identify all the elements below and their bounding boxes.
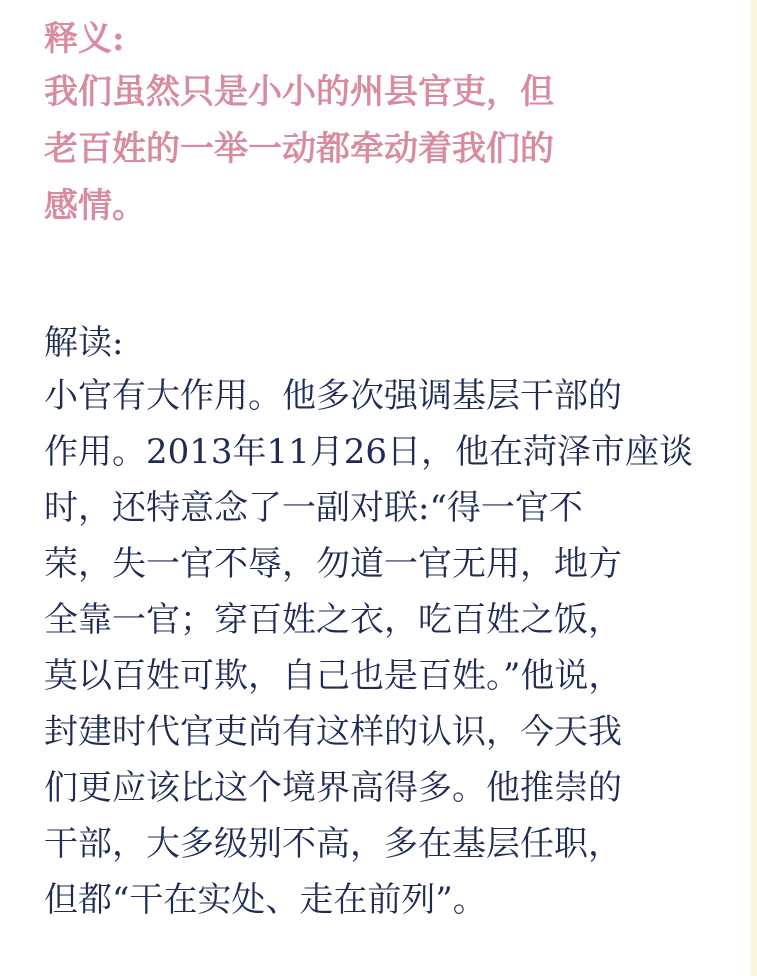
analysis-heading: 解读: bbox=[44, 323, 124, 363]
interpretation-section bbox=[44, 14, 734, 235]
analysis-line: 作用。2013年11月26日，他在菏泽市座谈 bbox=[44, 432, 694, 472]
interpretation-heading: 释义: bbox=[44, 19, 125, 59]
analysis-line: 时，还特意念了一副对联:“得一官不 bbox=[44, 488, 583, 528]
analysis-line: 们更应该比这个境界高得多。他推崇的 bbox=[44, 768, 622, 808]
right-edge-strip bbox=[751, 0, 757, 976]
analysis-section bbox=[44, 318, 734, 928]
interpretation-line: 我们虽然只是小小的州县官吏，但 bbox=[44, 72, 554, 112]
analysis-line: 小官有大作用。他多次强调基层干部的 bbox=[44, 376, 622, 416]
analysis-line: 全靠一官；穿百姓之衣，吃百姓之饭， bbox=[44, 600, 622, 640]
analysis-line: 封建时代官吏尚有这样的认识，今天我 bbox=[44, 712, 622, 752]
analysis-line: 莫以百姓可欺，自己也是百姓。”他说， bbox=[44, 656, 623, 696]
interpretation-line: 感情。 bbox=[44, 186, 146, 226]
analysis-line: 干部，大多级别不高，多在基层任职， bbox=[44, 824, 622, 864]
analysis-line: 荣，失一官不辱，勿道一官无用，地方 bbox=[44, 544, 622, 584]
analysis-line: 但都“干在实处、走在前列”。 bbox=[44, 880, 487, 920]
interpretation-line: 老百姓的一举一动都牵动着我们的 bbox=[44, 129, 554, 169]
